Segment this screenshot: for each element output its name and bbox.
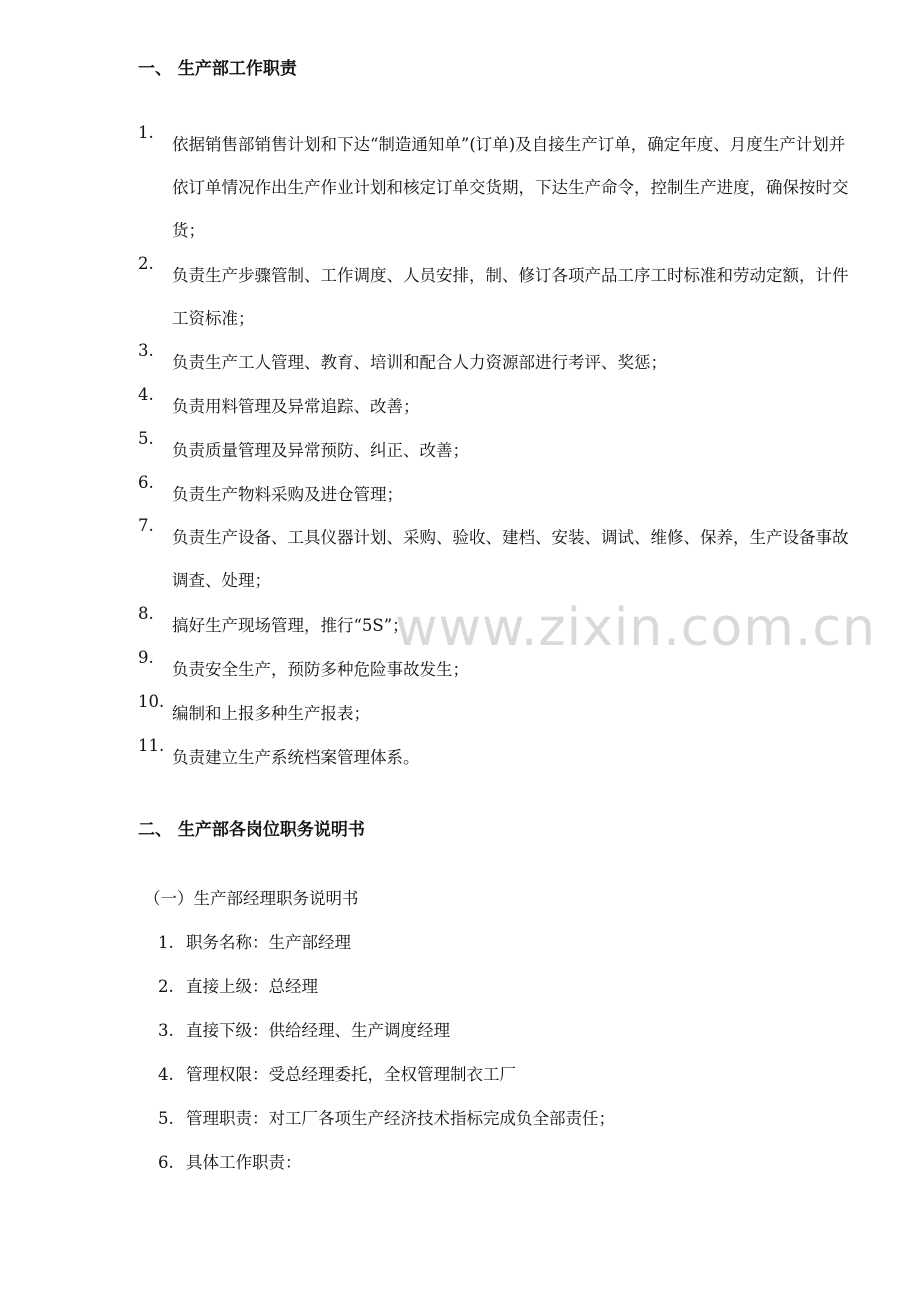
list-item-number: 8. bbox=[138, 604, 154, 623]
list-item-number: 3. bbox=[138, 341, 154, 360]
list-item bbox=[158, 973, 318, 997]
list-item-number: 3. bbox=[158, 1021, 174, 1040]
list-item-number: 5. bbox=[158, 1109, 174, 1128]
subsection-heading: （一）生产部经理职务说明书 bbox=[144, 889, 359, 908]
list-item-number: 7. bbox=[138, 516, 154, 535]
list-item-number: 4. bbox=[158, 1065, 174, 1084]
list-item-number: 2. bbox=[138, 254, 154, 273]
list-item-text: 编制和上报多种生产报表； bbox=[172, 704, 370, 723]
list-item-text: 负责用料管理及异常追踪、改善； bbox=[172, 397, 420, 416]
list-item bbox=[158, 1017, 450, 1041]
list-item-number: 4. bbox=[138, 385, 154, 404]
list-item-text: 职务名称：生产部经理 bbox=[186, 933, 351, 952]
list-item-text: 具体工作职责： bbox=[186, 1153, 302, 1172]
list-item-number: 5. bbox=[138, 429, 154, 448]
list-item-number: 1. bbox=[158, 933, 174, 952]
list-item-number: 9. bbox=[138, 648, 154, 667]
section-1-heading: 一、 生产部工作职责 bbox=[138, 59, 297, 79]
list-item-text: 负责生产物料采购及进仓管理； bbox=[172, 485, 403, 504]
list-item-text: 管理权限：受总经理委托，全权管理制衣工厂 bbox=[186, 1065, 516, 1084]
list-item-text: 负责安全生产，预防多种危险事故发生； bbox=[172, 660, 469, 679]
list-item-text: 负责生产工人管理、教育、培训和配合人力资源部进行考评、奖惩； bbox=[172, 353, 667, 372]
list-item-text: 直接上级：总经理 bbox=[186, 977, 318, 996]
list-item-text: 管理职责：对工厂各项生产经济技术指标完成负全部责任； bbox=[186, 1109, 615, 1128]
list-item-text: 负责生产设备、工具仪器计划、采购、验收、建档、安装、调试、维修、保养，生产设备事故调查、处理； bbox=[172, 528, 849, 590]
list-item-number: 2. bbox=[158, 977, 174, 996]
list-item bbox=[158, 929, 351, 953]
list-item-number: 6. bbox=[138, 473, 154, 492]
list-item-number: 1. bbox=[138, 123, 154, 142]
list-item-text: 负责生产步骤管制、工作调度、人员安排，制、修订各项产品工序工时标准和劳动定额，计件工资标准； bbox=[172, 266, 849, 328]
list-item-number: 10. bbox=[138, 692, 165, 711]
list-item bbox=[158, 1105, 615, 1129]
list-item-text: 搞好生产现场管理，推行“5S”； bbox=[172, 616, 409, 635]
list-item bbox=[158, 1149, 302, 1173]
list-item-text: 负责建立生产系统档案管理体系。 bbox=[172, 748, 420, 767]
watermark: www.zixin.com.cn bbox=[395, 598, 876, 658]
list-item-number: 6. bbox=[158, 1153, 174, 1172]
list-item bbox=[158, 1061, 516, 1085]
list-item-text: 直接下级：供给经理、生产调度经理 bbox=[186, 1021, 450, 1040]
list-item-text: 负责质量管理及异常预防、纠正、改善； bbox=[172, 441, 469, 460]
list-item-text: 依据销售部销售计划和下达“制造通知单”(订单)及自接生产订单，确定年度、月度生产计划并依订单情况作出生产作业计划和核定订单交货期，下达生产命令，控制生产进度，确保按时交货； bbox=[172, 135, 849, 240]
list-item-number: 11. bbox=[138, 736, 165, 755]
section-2-heading: 二、 生产部各岗位职务说明书 bbox=[138, 820, 365, 840]
